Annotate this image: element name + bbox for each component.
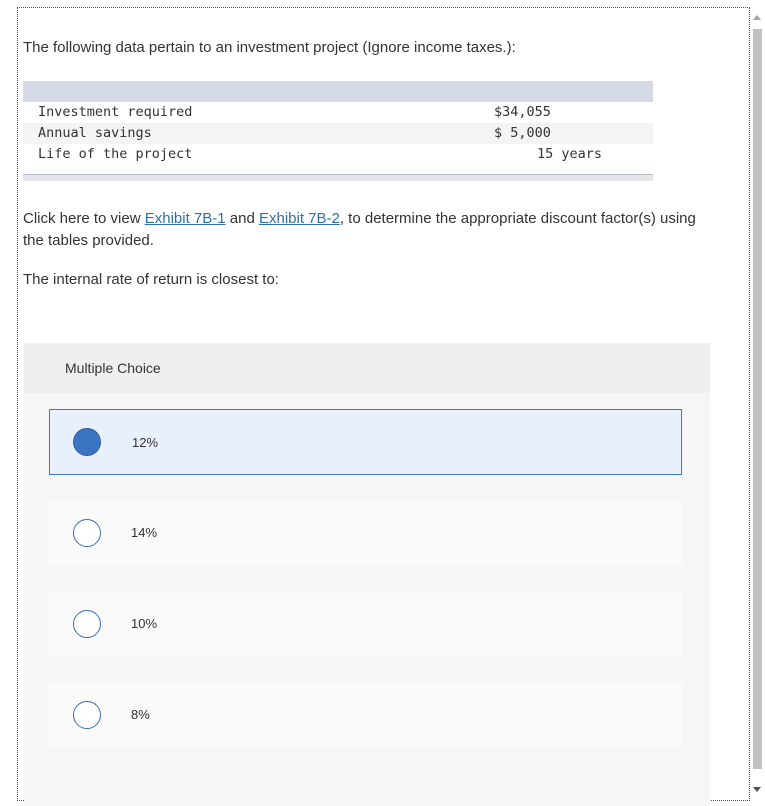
table-row [23, 144, 653, 165]
scroll-up-icon[interactable] [753, 15, 761, 20]
choice-option[interactable] [49, 591, 682, 657]
row-label: Annual savings [38, 125, 152, 141]
instructions-suffix: , to determine the appropriate discount factor(s) using the tables provided. [23, 210, 696, 249]
table-footer [23, 174, 653, 181]
row-label: Investment required [38, 104, 193, 120]
radio-icon[interactable] [73, 701, 101, 729]
exhibit-7b-2-link[interactable]: Exhibit 7B-2 [258, 210, 340, 227]
instructions-middle: and [225, 210, 259, 227]
radio-icon[interactable] [73, 519, 101, 547]
intro-text: The following data pertain to an investment project (Ignore income taxes.): [23, 39, 516, 56]
table-row [23, 102, 653, 123]
scroll-thumb[interactable] [753, 29, 762, 769]
instructions-prefix: Click here to view [23, 210, 145, 227]
vertical-scrollbar[interactable] [750, 7, 765, 801]
choice-label: 8% [131, 707, 150, 722]
instructions [23, 208, 703, 252]
scroll-down-icon[interactable] [753, 787, 761, 792]
choice-option[interactable] [49, 500, 682, 566]
choice-option[interactable] [49, 409, 682, 475]
multiple-choice-panel [24, 343, 710, 806]
data-table [23, 81, 653, 181]
table-header [23, 81, 653, 102]
table-row [23, 123, 653, 144]
radio-icon[interactable] [73, 610, 101, 638]
radio-selected-icon[interactable] [73, 428, 101, 456]
multiple-choice-title: Multiple Choice [65, 360, 161, 376]
choice-option[interactable] [49, 682, 682, 748]
row-value: $34,055 [494, 104, 551, 120]
row-value: $ 5,000 [494, 125, 551, 141]
row-label: Life of the project [38, 146, 193, 162]
choice-label: 12% [132, 435, 159, 450]
multiple-choice-header [24, 343, 710, 393]
choice-label: 14% [131, 525, 158, 540]
choice-label: 10% [131, 616, 158, 631]
row-value: 15 years [537, 146, 603, 162]
exhibit-7b-1-link[interactable]: Exhibit 7B-1 [144, 210, 226, 227]
question-text: The internal rate of return is closest to: [23, 271, 279, 288]
